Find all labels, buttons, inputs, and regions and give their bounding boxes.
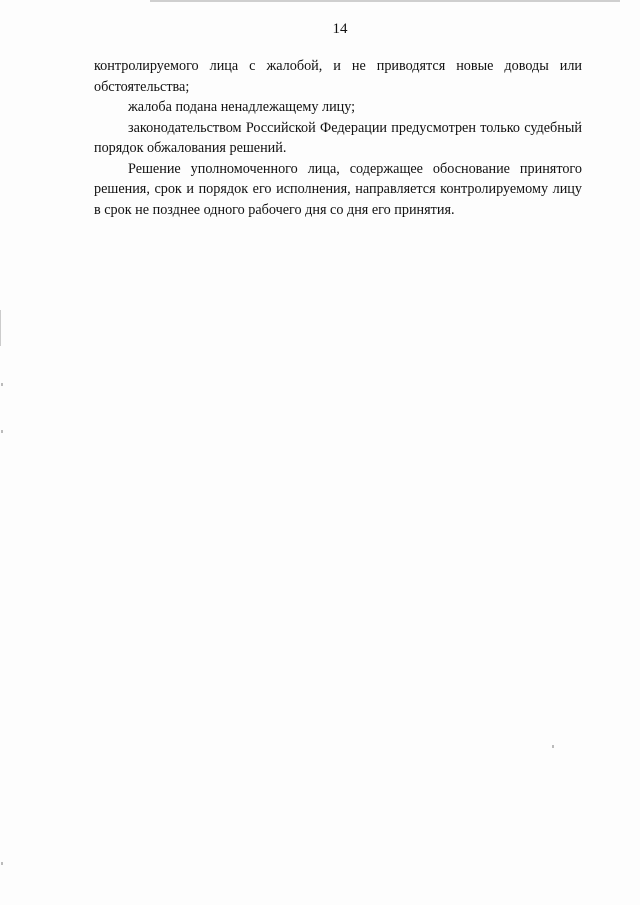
page-number: 14 bbox=[332, 21, 348, 37]
scan-speck bbox=[552, 745, 554, 748]
body-text bbox=[94, 56, 582, 220]
scan-top-edge bbox=[150, 0, 620, 2]
paragraph: законодательством Российской Федерации предусмотрен только судебный порядок обжалования решений. bbox=[94, 119, 582, 156]
scan-speck bbox=[1, 862, 3, 865]
scan-speck bbox=[1, 430, 3, 433]
paragraph: Решение уполномоченного лица, содержащее обоснование принятого решения, срок и порядок его исполнения, направляется контролируемому лицу в срок не позднее одного рабочего дня со дня его принятия. bbox=[94, 160, 582, 218]
scan-left-edge-mark bbox=[0, 310, 1, 346]
paragraph: контролируемого лица с жалобой, и не приводятся новые доводы или обстоятельства; bbox=[94, 58, 582, 95]
scan-speck bbox=[1, 383, 3, 386]
paragraph: жалоба подана ненадлежащему лицу; bbox=[128, 99, 356, 115]
